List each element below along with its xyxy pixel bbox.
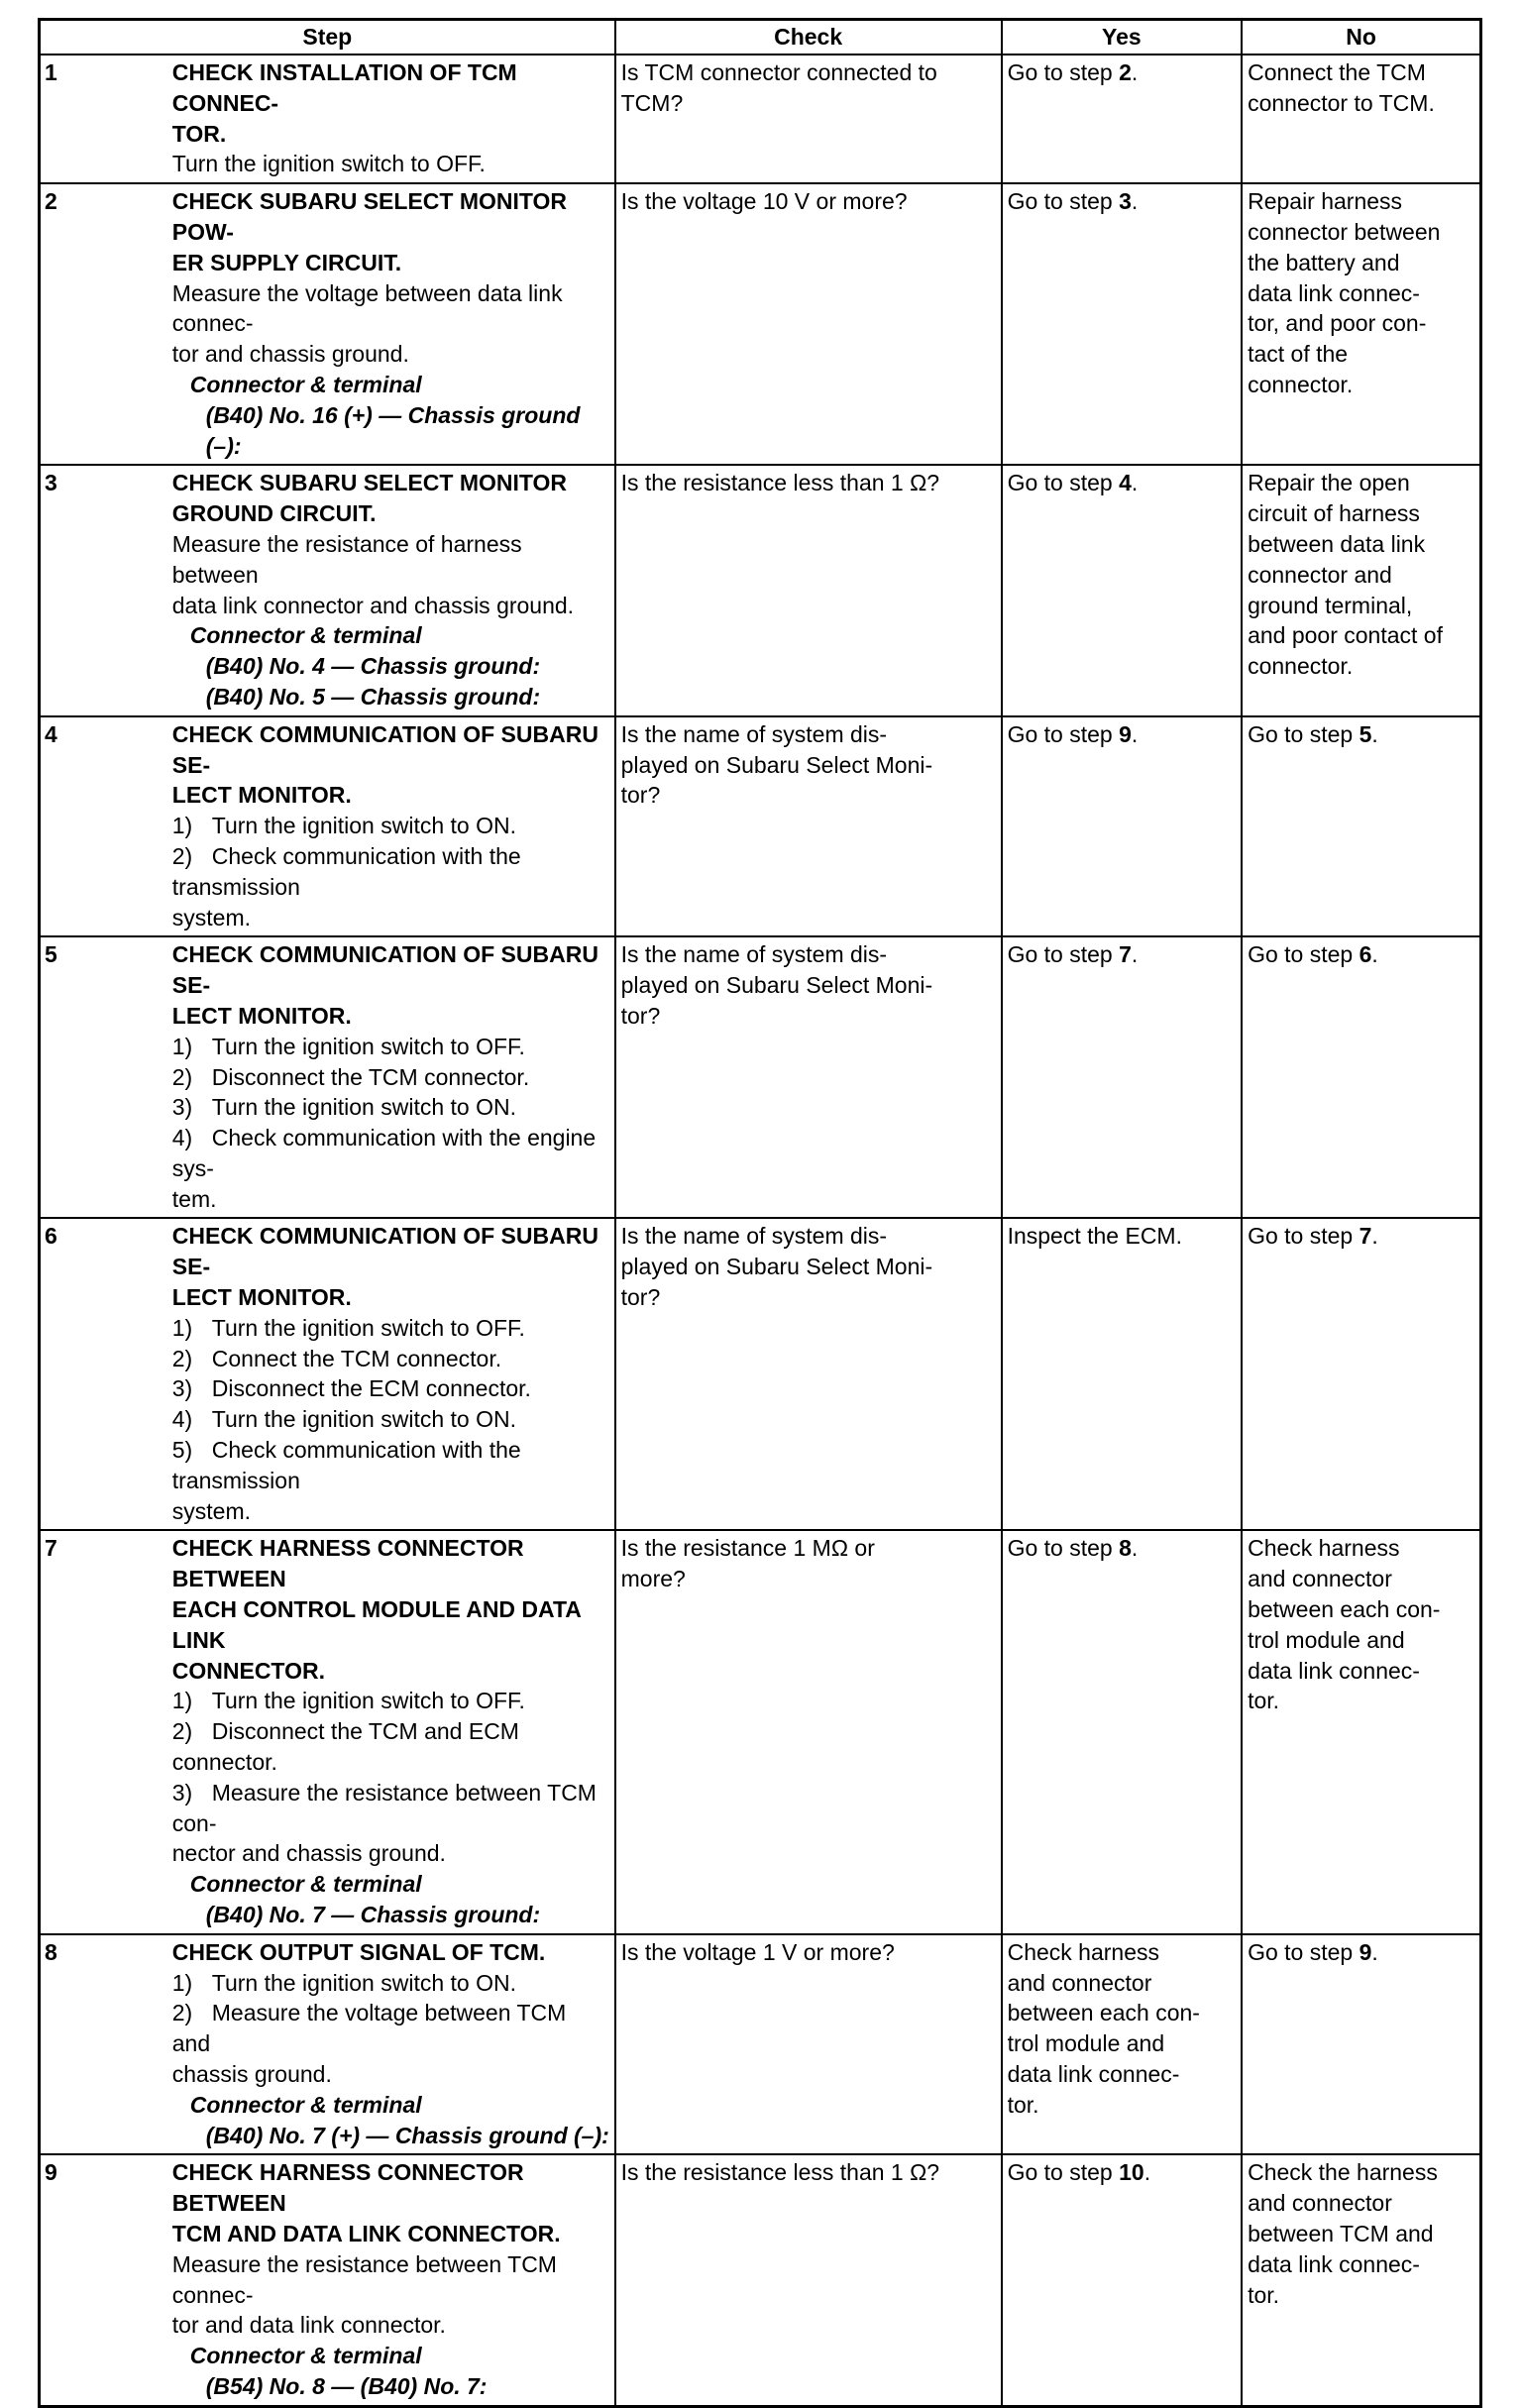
yes-cell (1002, 1218, 1243, 1530)
check-text: Is TCM connector connected to (620, 59, 937, 85)
substep (172, 1373, 610, 1404)
substep (172, 811, 610, 841)
substep-text: Measure the voltage between TCM and (171, 2000, 567, 2057)
substep (172, 1062, 610, 1093)
substep-text: Check communication with the transmission (171, 842, 521, 900)
no-cell (1242, 465, 1480, 715)
no-text: connector. (1248, 653, 1354, 680)
substep (172, 1838, 610, 1869)
step-text: data link connector and chassis ground. (171, 592, 575, 618)
header-yes: Yes (1002, 20, 1243, 55)
substep-number: 1) (171, 813, 193, 839)
substep (172, 1496, 610, 1527)
step-description (171, 183, 615, 465)
step-title: CHECK SUBARU SELECT MONITOR (171, 470, 568, 496)
no-text: and poor contact of (1248, 622, 1443, 649)
step-description (171, 1934, 615, 2155)
header-check: Check (615, 20, 1002, 55)
substep-text: Check communication with the engine sys- (171, 1125, 597, 1181)
substep-number: 2) (171, 2000, 193, 2026)
terminal-spec: (B54) No. 8 — (B40) No. 7: (205, 2372, 488, 2399)
step-title: CONNECTOR. (171, 1657, 325, 1684)
yes-goto: Go to step 9. (1007, 720, 1139, 747)
step-number: 6 (40, 1218, 171, 1530)
substep-number: 2) (171, 1345, 193, 1371)
substep-number: 1) (171, 1969, 193, 1996)
substep-text: Check communication with the transmission (171, 1437, 521, 1493)
terminal-spec: (B40) No. 7 — Chassis ground: (205, 1902, 541, 1928)
step-text: tor and chassis ground. (171, 341, 409, 368)
yes-cell (1002, 183, 1243, 465)
step-title: CHECK SUBARU SELECT MONITOR POW- (171, 188, 568, 245)
substep-number: 3) (171, 1779, 193, 1806)
no-text: data link connec- (1248, 1657, 1420, 1684)
check-text: Is the name of system dis- (620, 1223, 888, 1250)
header-row (40, 20, 1481, 55)
yes-goto: Go to step 3. (1007, 188, 1139, 215)
table-row (40, 55, 1481, 183)
substep-text: system. (171, 1497, 251, 1524)
step-number: 4 (40, 716, 171, 937)
substep-number: 2) (171, 1063, 193, 1090)
no-text: connector. (1248, 371, 1354, 397)
table-row (40, 465, 1481, 715)
no-text: Repair the open (1248, 470, 1410, 496)
step-ref-number: 6 (1359, 941, 1372, 968)
yes-text: data link connec- (1007, 2061, 1180, 2087)
yes-text: and connector (1007, 1969, 1152, 1996)
step-title: CHECK HARNESS CONNECTOR BETWEEN (171, 2159, 524, 2217)
substep-text: tem. (171, 1185, 217, 1212)
yes-cell (1002, 716, 1243, 937)
step-ref-number: 5 (1359, 720, 1372, 747)
substep-number: 1) (171, 1314, 193, 1341)
connector-terminal-label: Connector & terminal (189, 622, 422, 649)
table-row (40, 1218, 1481, 1530)
check-cell (615, 716, 1002, 937)
step-description (171, 55, 615, 183)
step-title: LECT MONITOR. (171, 1002, 352, 1029)
step-title: TCM AND DATA LINK CONNECTOR. (171, 2220, 561, 2246)
no-cell (1242, 2154, 1480, 2406)
step-description (171, 465, 615, 715)
step-description (171, 716, 615, 937)
substep-number: 5) (171, 1437, 193, 1464)
substep-number: 3) (171, 1375, 193, 1402)
yes-goto: Go to step 8. (1007, 1535, 1139, 1562)
no-cell (1242, 936, 1480, 1218)
substep-text: Turn the ignition switch to ON. (211, 1094, 516, 1121)
yes-cell (1002, 936, 1243, 1218)
substep-text: Disconnect the TCM and ECM connector. (171, 1718, 519, 1776)
check-text: Is the voltage 10 V or more? (620, 188, 908, 215)
substep-text: Turn the ignition switch to OFF. (211, 1033, 525, 1059)
substep-text: nector and chassis ground. (171, 1840, 446, 1867)
table-row (40, 1530, 1481, 1933)
step-ref-number: 9 (1119, 720, 1132, 747)
check-text: played on Subaru Select Moni- (620, 1254, 933, 1280)
substep-text: Turn the ignition switch to ON. (211, 1406, 516, 1433)
yes-cell (1002, 2154, 1243, 2406)
connector-terminal-label: Connector & terminal (189, 2343, 422, 2369)
step-ref-number: 10 (1119, 2159, 1144, 2186)
table-row (40, 1934, 1481, 2155)
no-cell (1242, 1530, 1480, 1933)
no-text: connector between (1248, 218, 1441, 245)
yes-text: trol module and (1007, 2030, 1165, 2057)
no-text: ground terminal, (1248, 592, 1413, 618)
substep (172, 1998, 610, 2059)
substep-text: chassis ground. (171, 2061, 332, 2087)
substep (172, 1092, 610, 1123)
substep (172, 1313, 610, 1344)
no-text: tor. (1248, 2281, 1280, 2308)
check-text: more? (620, 1566, 686, 1592)
check-text: tor? (620, 1002, 661, 1029)
substep-number: 2) (171, 842, 193, 869)
step-title: CHECK HARNESS CONNECTOR BETWEEN (171, 1535, 524, 1592)
check-text: played on Subaru Select Moni- (620, 972, 933, 999)
substep-text: system. (171, 904, 251, 930)
no-text: connector to TCM. (1248, 89, 1435, 116)
yes-text: Check harness (1007, 1938, 1159, 1965)
terminal-spec: (B40) No. 4 — Chassis ground: (205, 653, 541, 680)
no-text: and connector (1248, 2190, 1392, 2217)
header-no: No (1242, 20, 1480, 55)
step-title: CHECK COMMUNICATION OF SUBARU SE- (171, 941, 598, 999)
substep-number: 4) (171, 1125, 193, 1151)
no-goto: Go to step 7. (1248, 1223, 1378, 1250)
yes-text: Inspect the ECM. (1007, 1223, 1182, 1250)
no-goto: Go to step 5. (1248, 720, 1378, 747)
no-text: Repair harness (1248, 188, 1403, 215)
substep-text: Disconnect the TCM connector. (211, 1063, 530, 1090)
check-cell (615, 183, 1002, 465)
check-text: Is the resistance less than 1 Ω? (620, 470, 940, 496)
substep-text: Turn the ignition switch to ON. (211, 1969, 516, 1996)
step-description (171, 2154, 615, 2406)
check-cell (615, 936, 1002, 1218)
step-title: TOR. (171, 120, 227, 147)
step-description (171, 936, 615, 1218)
no-text: data link connec- (1248, 2250, 1420, 2277)
step-ref-number: 7 (1359, 1223, 1372, 1250)
terminal-spec: (B40) No. 16 (+) — Chassis ground (–): (205, 401, 581, 459)
step-ref-number: 8 (1119, 1535, 1132, 1562)
substep-number: 1) (171, 1033, 193, 1059)
step-number: 1 (40, 55, 171, 183)
substep (172, 1778, 610, 1839)
connector-terminal-label: Connector & terminal (189, 2091, 422, 2118)
step-number: 5 (40, 936, 171, 1218)
connector-terminal-label: Connector & terminal (189, 1871, 422, 1898)
step-text: tor and data link connector. (171, 2312, 446, 2339)
yes-text: tor. (1007, 2091, 1039, 2118)
substep (172, 841, 610, 903)
substep (172, 2059, 610, 2090)
no-text: data link connec- (1248, 279, 1420, 306)
step-title: LECT MONITOR. (171, 1284, 352, 1311)
substep-text: Disconnect the ECM connector. (211, 1375, 531, 1402)
no-text: tact of the (1248, 341, 1349, 368)
yes-cell (1002, 465, 1243, 715)
step-number: 7 (40, 1530, 171, 1933)
no-cell (1242, 1218, 1480, 1530)
step-title: CHECK COMMUNICATION OF SUBARU SE- (171, 720, 598, 778)
yes-text: between each con- (1007, 2000, 1200, 2026)
header-step: Step (40, 20, 615, 55)
no-text: trol module and (1248, 1626, 1405, 1653)
substep (172, 1435, 610, 1496)
no-cell (1242, 1934, 1480, 2155)
step-ref-number: 2 (1119, 59, 1132, 85)
step-ref-number: 3 (1119, 188, 1132, 215)
connector-terminal-label: Connector & terminal (189, 371, 422, 397)
check-cell (615, 465, 1002, 715)
step-ref-number: 4 (1119, 470, 1132, 496)
step-title: CHECK INSTALLATION OF TCM CONNEC- (171, 59, 517, 116)
step-title: ER SUPPLY CIRCUIT. (171, 249, 402, 275)
substep-text: Turn the ignition switch to ON. (211, 813, 516, 839)
yes-cell (1002, 1934, 1243, 2155)
check-text: tor? (620, 1284, 661, 1311)
check-cell (615, 1530, 1002, 1933)
substep-text: Connect the TCM connector. (211, 1345, 502, 1371)
substep-text: Turn the ignition switch to OFF. (211, 1688, 525, 1714)
check-text: Is the voltage 1 V or more? (620, 1938, 895, 1965)
substep (172, 1716, 610, 1778)
step-text: Turn the ignition switch to OFF. (171, 151, 486, 177)
check-text: Is the name of system dis- (620, 941, 888, 968)
check-text: Is the resistance less than 1 Ω? (620, 2159, 940, 2186)
check-text: TCM? (620, 89, 684, 116)
substep-number: 1) (171, 1688, 193, 1714)
table-row (40, 936, 1481, 1218)
yes-goto: Go to step 10. (1007, 2159, 1151, 2186)
no-goto: Go to step 9. (1248, 1938, 1378, 1965)
step-text: Measure the resistance between TCM connec- (171, 2250, 557, 2308)
substep (172, 1123, 610, 1184)
no-cell (1242, 716, 1480, 937)
no-goto: Go to step 6. (1248, 941, 1378, 968)
no-text: Connect the TCM (1248, 59, 1426, 85)
step-title: LECT MONITOR. (171, 782, 352, 809)
substep-number: 2) (171, 1718, 193, 1745)
check-cell (615, 1218, 1002, 1530)
yes-cell (1002, 55, 1243, 183)
check-text: tor? (620, 782, 661, 809)
no-text: between each con- (1248, 1596, 1441, 1623)
no-text: between data link (1248, 530, 1426, 557)
check-cell (615, 1934, 1002, 2155)
substep-number: 4) (171, 1406, 193, 1433)
no-text: and connector (1248, 1566, 1392, 1592)
step-text: Measure the voltage between data link connec- (171, 279, 563, 337)
step-description (171, 1530, 615, 1933)
check-cell (615, 2154, 1002, 2406)
terminal-spec: (B40) No. 7 (+) — Chassis ground (–): (205, 2122, 609, 2148)
no-text: Check harness (1248, 1535, 1400, 1562)
no-cell (1242, 55, 1480, 183)
table-row (40, 716, 1481, 937)
step-ref-number: 9 (1359, 1938, 1372, 1965)
substep (172, 1968, 610, 1999)
step-title: GROUND CIRCUIT. (171, 500, 377, 527)
table-row (40, 183, 1481, 465)
substep (172, 1686, 610, 1716)
substep (172, 1344, 610, 1374)
step-title: EACH CONTROL MODULE AND DATA LINK (171, 1596, 582, 1653)
step-number: 3 (40, 465, 171, 715)
step-text: Measure the resistance of harness between (171, 530, 522, 588)
substep (172, 903, 610, 933)
no-text: circuit of harness (1248, 500, 1420, 527)
check-text: Is the resistance 1 MΩ or (620, 1535, 875, 1562)
no-text: Check the harness (1248, 2159, 1438, 2186)
substep-text: Measure the resistance between TCM con- (171, 1779, 597, 1836)
substep-text: Turn the ignition switch to OFF. (211, 1314, 525, 1341)
no-cell (1242, 183, 1480, 465)
yes-goto: Go to step 4. (1007, 470, 1139, 496)
step-title: CHECK OUTPUT SIGNAL OF TCM. (171, 1938, 546, 1965)
check-text: played on Subaru Select Moni- (620, 751, 933, 778)
step-description (171, 1218, 615, 1530)
yes-goto: Go to step 7. (1007, 941, 1139, 968)
step-number: 9 (40, 2154, 171, 2406)
substep-number: 3) (171, 1094, 193, 1121)
substep (172, 1032, 610, 1062)
no-text: tor, and poor con- (1248, 310, 1427, 337)
check-text: Is the name of system dis- (620, 720, 888, 747)
no-text: tor. (1248, 1688, 1280, 1714)
substep (172, 1404, 610, 1435)
terminal-spec: (B40) No. 5 — Chassis ground: (205, 683, 541, 710)
no-text: connector and (1248, 561, 1392, 588)
check-cell (615, 55, 1002, 183)
yes-cell (1002, 1530, 1243, 1933)
no-text: between TCM and (1248, 2220, 1434, 2246)
no-text: the battery and (1248, 249, 1400, 275)
table-row (40, 2154, 1481, 2406)
step-ref-number: 7 (1119, 941, 1132, 968)
substep (172, 1184, 610, 1215)
step-number: 8 (40, 1934, 171, 2155)
step-title: CHECK COMMUNICATION OF SUBARU SE- (171, 1223, 598, 1280)
step-number: 2 (40, 183, 171, 465)
yes-goto: Go to step 2. (1007, 59, 1139, 85)
diagnostic-table (38, 18, 1482, 2408)
